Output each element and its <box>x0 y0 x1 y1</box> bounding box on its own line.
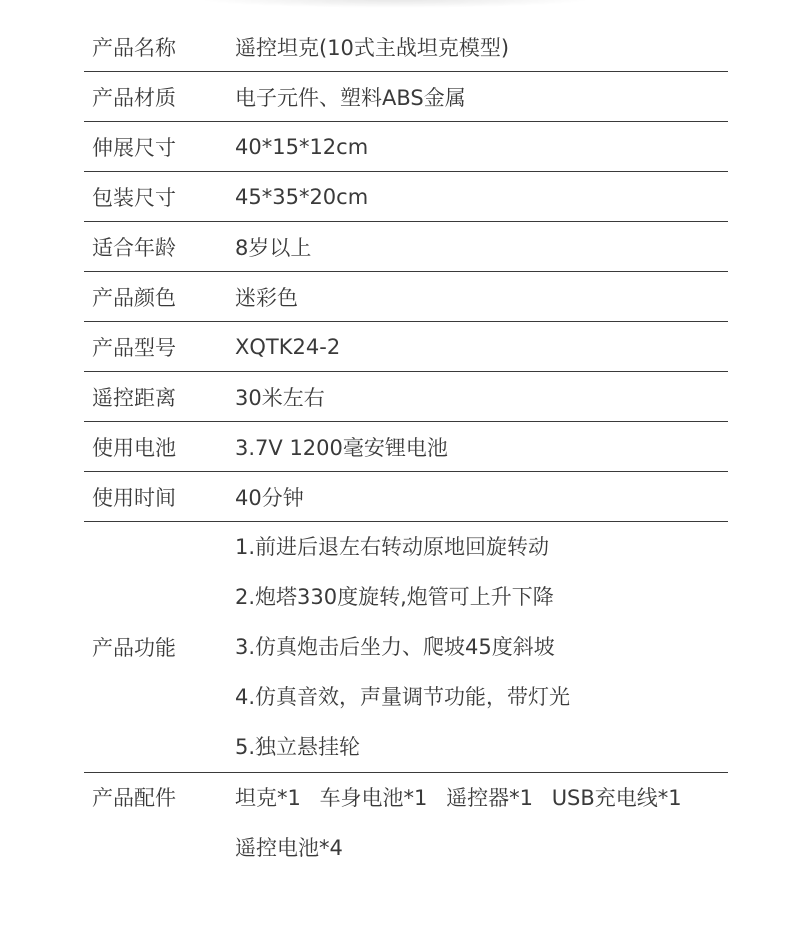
accessory-item: 坦克*1 <box>235 786 301 810</box>
accessory-list <box>235 773 694 873</box>
spec-value: 8岁以上 <box>235 235 312 260</box>
spec-label: 适合年龄 <box>92 235 176 260</box>
spec-row-range <box>84 372 728 422</box>
function-item: 2.炮塔330度旋转,炮管可上升下降 <box>235 585 554 609</box>
spec-row-functions <box>84 522 728 773</box>
spec-label: 遥控距离 <box>92 385 176 410</box>
spec-row-age <box>84 222 728 272</box>
spec-label: 产品型号 <box>92 335 176 360</box>
spec-label: 产品功能 <box>92 636 176 660</box>
spec-value: 迷彩色 <box>235 285 298 310</box>
accessory-line <box>235 773 694 823</box>
accessory-item: 车身电池*1 <box>319 786 428 810</box>
function-item: 3.仿真炮击后坐力、爬坡45度斜坡 <box>235 635 555 659</box>
spec-value: 45*35*20cm <box>235 184 369 209</box>
spec-row-accessories <box>84 773 728 873</box>
spec-value: XQTK24-2 <box>235 334 341 359</box>
spec-label: 使用电池 <box>92 435 176 460</box>
spec-label: 产品材质 <box>92 85 176 110</box>
spec-row-model <box>84 322 728 372</box>
spec-label: 产品名称 <box>92 35 176 60</box>
spec-label: 使用时间 <box>92 485 176 510</box>
spec-row-color <box>84 272 728 322</box>
spec-label: 包装尺寸 <box>92 185 176 210</box>
spec-row-name <box>84 22 728 72</box>
function-item: 5.独立悬挂轮 <box>235 735 361 759</box>
function-item: 4.仿真音效，声量调节功能，带灯光 <box>235 685 571 709</box>
function-item: 1.前进后退左右转动原地回旋转动 <box>235 535 550 559</box>
function-list <box>235 522 570 772</box>
product-image-shadow <box>195 0 595 8</box>
spec-row-expanded-size <box>84 122 728 172</box>
spec-row-package-size <box>84 172 728 222</box>
spec-row-battery <box>84 422 728 472</box>
spec-row-material <box>84 72 728 122</box>
accessory-item: 遥控器*1 <box>446 786 533 810</box>
spec-value: 电子元件、塑料ABS金属 <box>235 85 466 110</box>
spec-value: 遥控坦克(10式主战坦克模型) <box>235 35 510 60</box>
spec-label: 产品颜色 <box>92 285 176 310</box>
spec-value: 40*15*12cm <box>235 134 369 159</box>
accessory-line: 遥控电池*4 <box>235 836 343 860</box>
spec-value: 30米左右 <box>235 385 325 410</box>
spec-label: 产品配件 <box>92 786 176 810</box>
spec-row-usage-time <box>84 472 728 522</box>
spec-value: 3.7V 1200毫安锂电池 <box>235 435 448 460</box>
spec-value: 40分钟 <box>235 485 304 510</box>
spec-table <box>84 22 728 873</box>
spec-label: 伸展尺寸 <box>92 135 176 160</box>
accessory-item: USB充电线*1 <box>551 786 682 810</box>
